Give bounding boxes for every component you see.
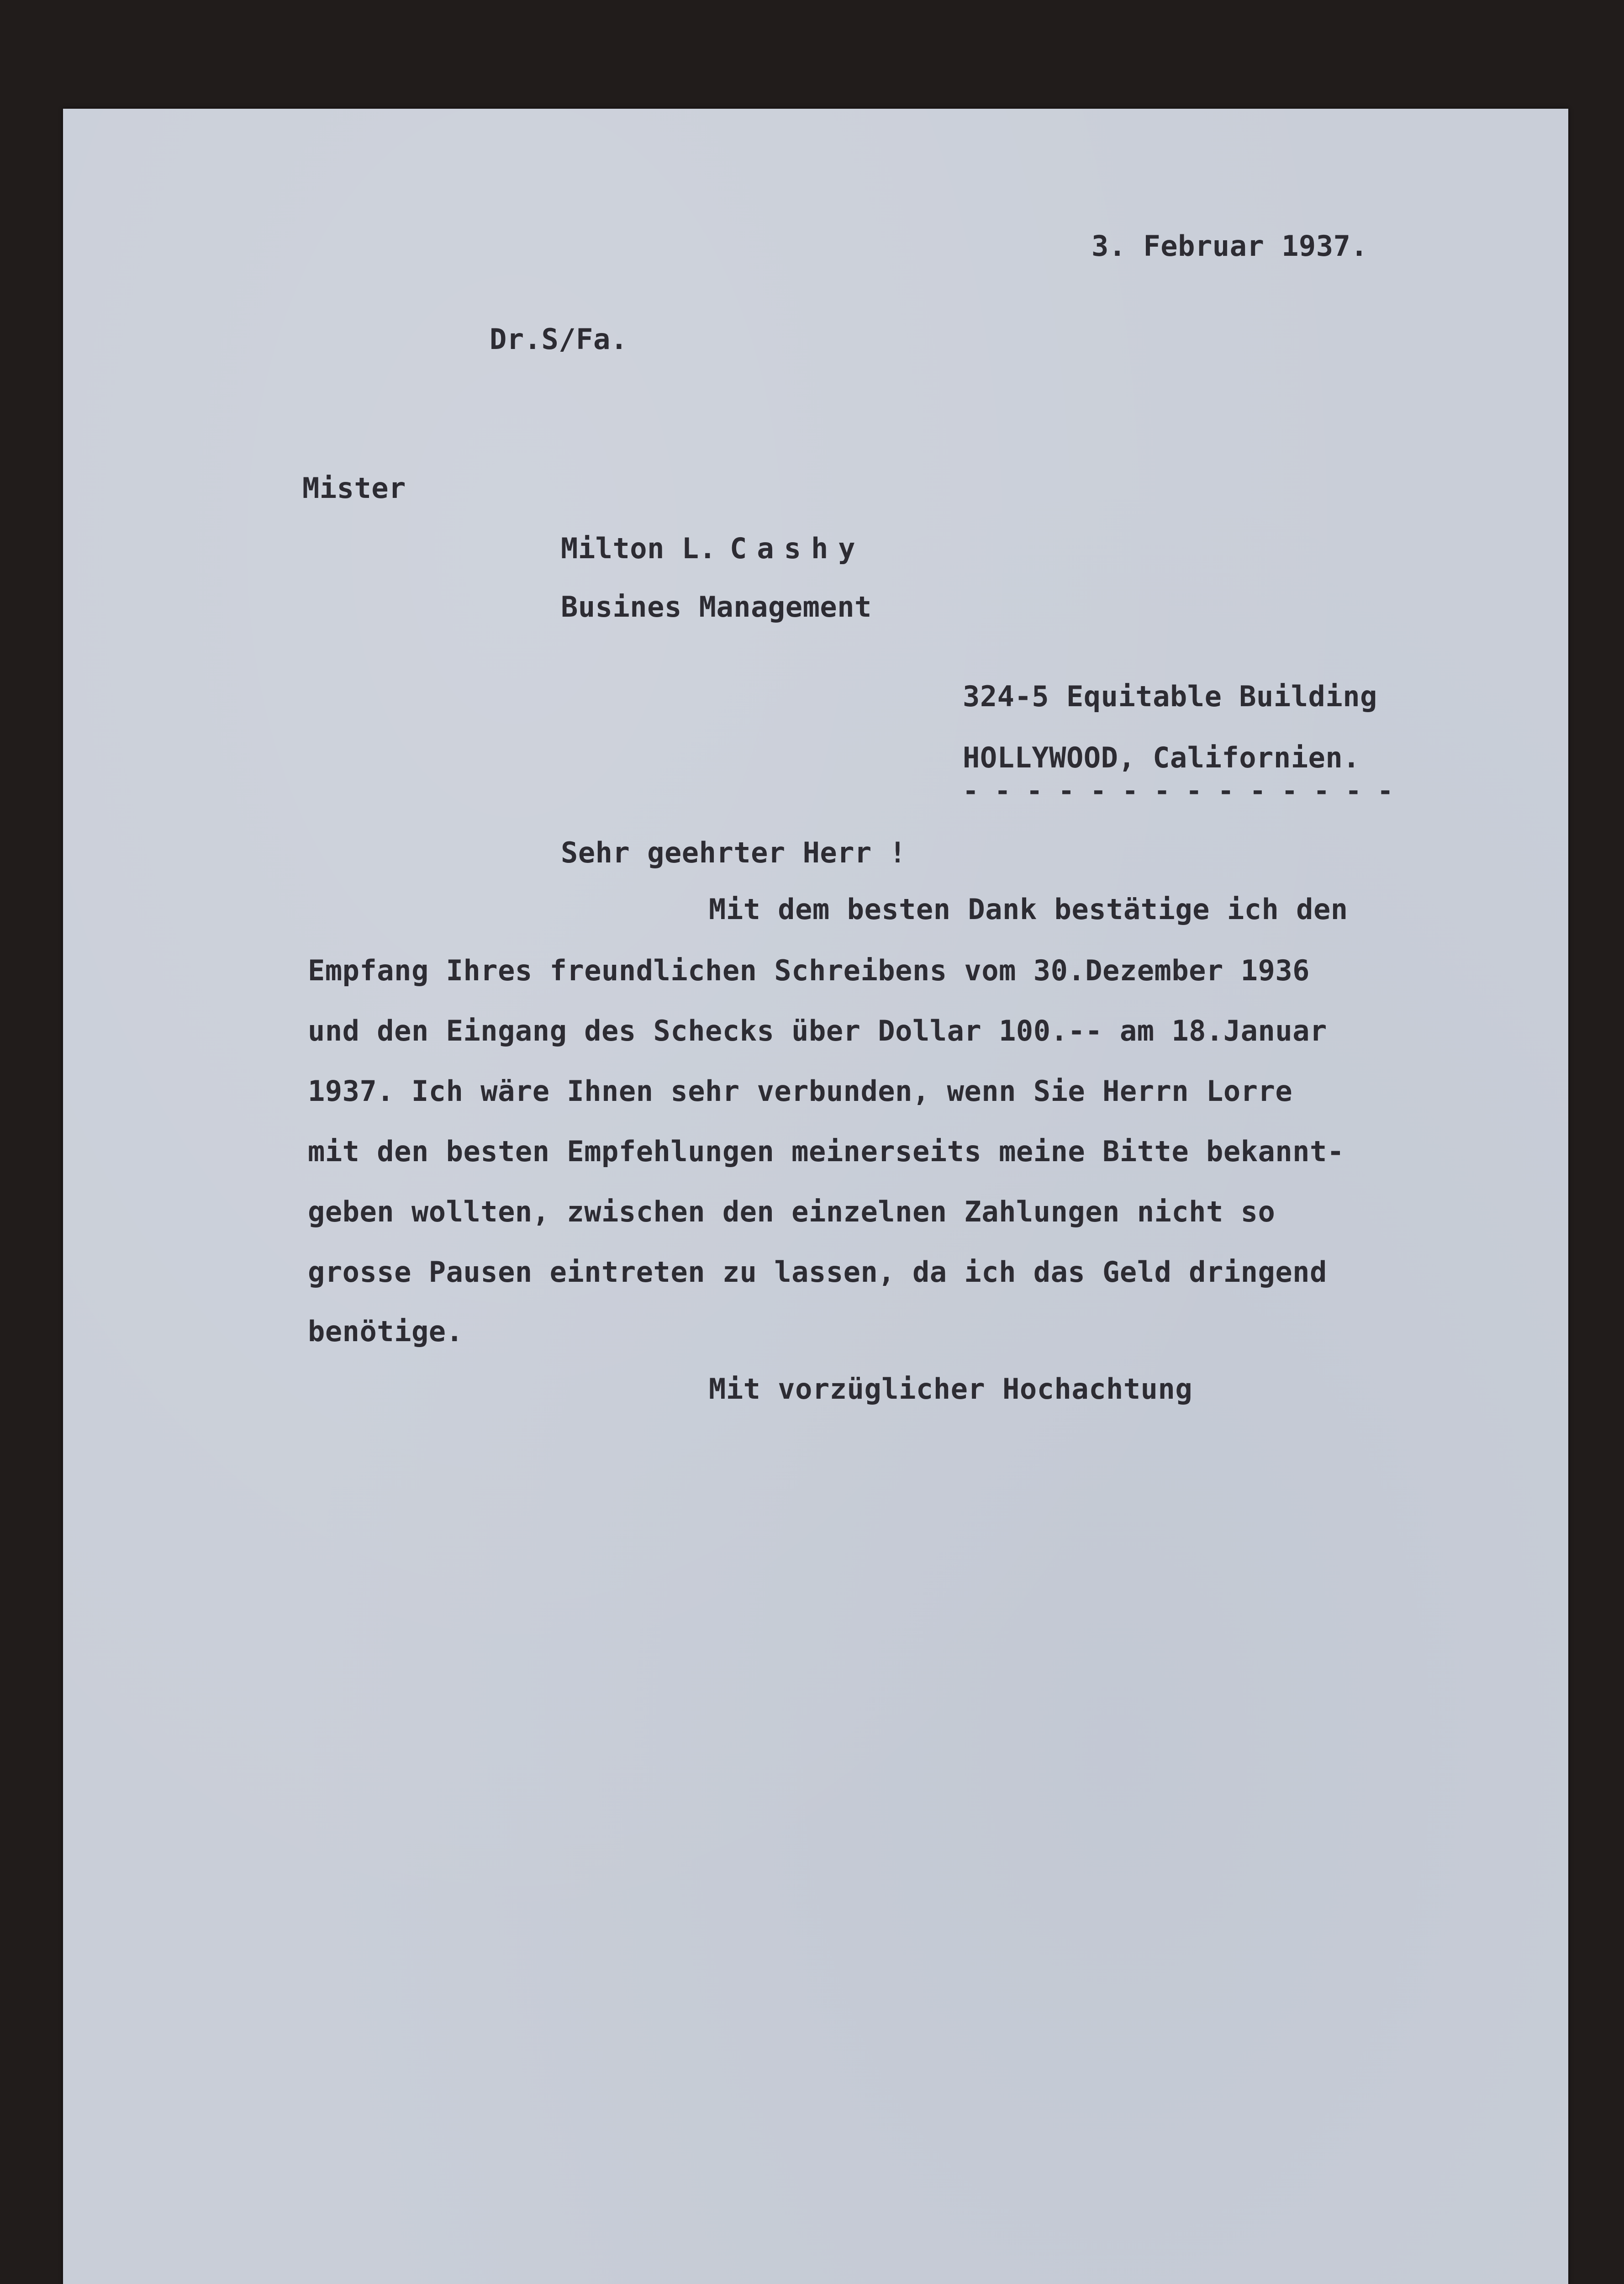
recipient-last-name: Cashy [730,532,865,565]
address-underline: - - - - - - - - - - - - - - [963,775,1393,806]
body-line: und den Eingang des Schecks über Dollar 100.-- am 18.Januar [308,1014,1327,1047]
greeting: Sehr geehrter Herr ! [561,836,907,869]
body-line: Empfang Ihres freundlichen Schreibens vom 30.Dezember 1936 [308,954,1310,987]
reference-code: Dr.S/Fa. [490,323,628,356]
body-line: grosse Pausen eintreten zu lassen, da ich das Geld dringend [308,1255,1327,1289]
letter-date: 3. Februar 1937. [1091,229,1368,263]
closing: Mit vorzüglicher Hochachtung [709,1372,1193,1406]
salutation-title: Mister [302,471,406,505]
body-line: benötige. [308,1315,464,1348]
address-city: HOLLYWOOD, Californien. [963,741,1360,774]
address-street: 324-5 Equitable Building [963,680,1377,713]
body-line: 1937. Ich wäre Ihnen sehr verbunden, wenn Sie Herrn Lorre [308,1074,1293,1108]
recipient-first-name: Milton L. [561,532,717,565]
body-line: Mit dem besten Dank bestätige ich den [709,893,1348,926]
body-line: geben wollten, zwischen den einzelnen Zahlungen nicht so [308,1195,1276,1228]
recipient-company: Busines Management [561,590,872,624]
body-line: mit den besten Empfehlungen meinerseits meine Bitte bekannt- [308,1135,1345,1168]
